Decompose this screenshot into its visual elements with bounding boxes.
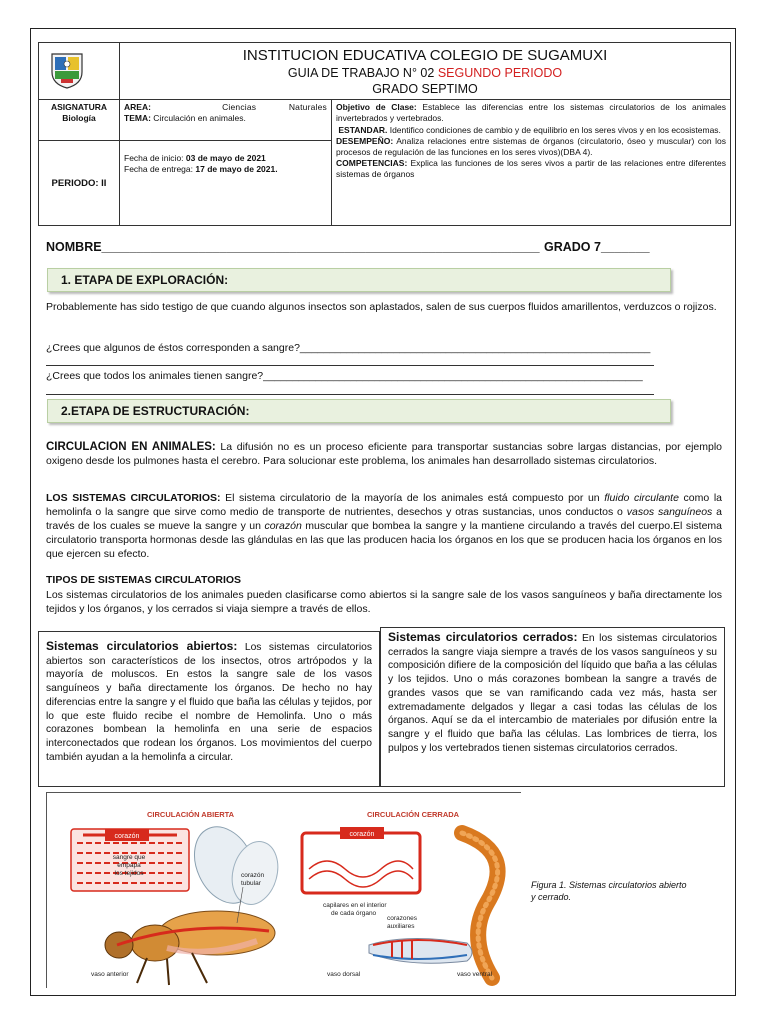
circulation-figure — [46, 792, 521, 988]
guide-period: SEGUNDO PERIODO — [437, 66, 563, 80]
desempeno-row — [336, 136, 726, 158]
estandar-label: ESTANDAR. — [338, 125, 388, 135]
capilares-2: de cada órgano — [331, 910, 377, 917]
asignatura-cell — [39, 100, 120, 141]
circulacion-heading: CIRCULACION EN ANIMALES: — [46, 441, 216, 453]
tubular-heart-2: tubular — [241, 880, 261, 887]
circulacion-paragraph — [46, 440, 722, 468]
guide-number: GUIA DE TRABAJO N° 02 — [287, 66, 435, 80]
header-table — [38, 42, 731, 226]
competencias-row — [336, 158, 726, 180]
fecha-entrega — [124, 164, 327, 175]
area-cell — [120, 100, 332, 141]
vasos-term: vasos sanguíneos — [626, 506, 713, 518]
grado-field[interactable]: GRADO 7_______ — [544, 240, 650, 254]
aux-hearts-1: corazones — [387, 915, 417, 922]
capilares-1: capilares en el interior — [323, 902, 387, 909]
circulacion-text: La difusión no es un proceso eficiente para transportar sustancias sobre largas distancias, por ejemplo oxigeno desde los pulmones hasta el cerebro. Para solucionar este problema, los animales han desarrollado sistemas circulatorios. — [46, 441, 722, 467]
sistemas-paragraph — [46, 491, 722, 561]
figure-caption: Figura 1. Sistemas circulatorios abierto y cerrado. — [531, 880, 687, 902]
corazon-term: corazón — [264, 520, 302, 532]
fluido-term: fluido circulante — [604, 492, 679, 504]
sistemas-text-c: a través de los cuales se mueve la sangre y un — [46, 506, 722, 532]
estandar-value: Identifico condiciones de cambio y de equilibrio en los seres vivos y en los ecosistemas. — [389, 125, 721, 135]
estandar-row — [336, 125, 726, 136]
open-blood-2: empapa — [117, 862, 141, 869]
section2-title: 2.ETAPA DE ESTRUCTURACIÓN: — [47, 399, 671, 423]
closed-heart-label: corazón — [349, 831, 375, 838]
desempeno-label: DESEMPEÑO: — [336, 136, 394, 146]
area-row — [124, 102, 327, 113]
nombre-field[interactable]: NOMBRE_______________________________________________________________ — [46, 240, 540, 254]
asignatura-value: Biología — [62, 113, 96, 123]
tipos-heading-text: TIPOS DE SISTEMAS CIRCULATORIOS — [46, 574, 242, 586]
section1-intro: Probablemente has sido testigo de que cuando algunos insectos son aplastados, salen de sus cuerpos fluidos amarillentos, verduzcos o rojizos. — [46, 301, 717, 313]
section1-title: 1. ETAPA DE EXPLORACIÓN: — [47, 268, 671, 292]
periodo: PERIODO: II — [51, 177, 107, 189]
objectives-cell — [332, 100, 731, 226]
objetivo-row — [336, 102, 726, 124]
tema-row — [124, 113, 327, 124]
question-2[interactable]: ¿Crees que todos los animales tienen sangre?_________________________________________________________________ — [46, 370, 643, 382]
vaso-dorsal-label: vaso dorsal — [327, 971, 361, 978]
area-value: Ciencias Naturales — [222, 102, 327, 112]
answer-line-1[interactable] — [46, 365, 654, 366]
open-systems-box — [38, 631, 380, 787]
school-crest-icon — [47, 50, 87, 90]
open-circulation-label: CIRCULACIÓN ABIERTA — [147, 810, 235, 819]
open-blood-1: sangre que — [112, 854, 146, 861]
open-systems-text: Los sistemas circulatorios abiertos son característicos de los insectos, otros artrópodos y la mayoría de moluscos. En estos la sangre sale de los vasos sanguíneos y baña directamente los órganos. De hecho no hay diferencias entre la sangre y el fluido que baña las células y tejidos, por lo que este fluido recibe el nombre de Hemolinfa. Uno o más corazones bombean la hemolinfa en una serie de espacios interconectados que rodean los órganos. Los movimientos del cuerpo también ayudan a la hemolinfa a circular. — [46, 642, 372, 763]
fecha-inicio — [124, 153, 327, 164]
asignatura-label: ASIGNATURA — [50, 102, 108, 112]
closed-systems-text: En los sistemas circulatorios cerrados la sangre viaja siempre a través de los vasos sanguíneos y su composición difiere de la composición del líquido que baña a las células y los tejidos. Uno o más corazones bombean la sangre a través de grandes vasos que se van ramificando cada vez más, hasta ser extremadamente delgados y llegar a casi todas las células de los órganos. Aquí se da el intercambio de materiales por difusión entre la sangre y el fluido que baña las células. Las lombrices de tierra, los pulpos y los vertebrados tienen sistemas circulatorios cerrados. — [388, 633, 717, 754]
answer-line-2[interactable] — [46, 394, 654, 395]
closed-circulation-label: CIRCULACIÓN CERRADA — [367, 810, 460, 819]
dates-cell — [120, 141, 332, 226]
area-label: AREA: — [124, 102, 151, 112]
sistemas-heading: LOS SISTEMAS CIRCULATORIOS: — [46, 492, 221, 504]
closed-systems-box — [380, 627, 725, 787]
closed-systems-title: Sistemas circulatorios cerrados: — [388, 630, 578, 644]
closed-circulation-schematic — [302, 833, 420, 893]
tubular-heart-1: corazón — [241, 872, 265, 879]
question-1[interactable]: ¿Crees que algunos de éstos corresponden a sangre?____________________________________________________________ — [46, 342, 651, 354]
circulation-diagram — [47, 793, 521, 988]
sistemas-text-b: como la hemolinfa o la sangre que sirve como medio de transporte de nutrientes, desechos y otras sustancias, unos conductos o — [46, 492, 722, 518]
tipos-text: Los sistemas circulatorios de los animales pueden clasificarse como abiertos si la sangre sale de los vasos sanguíneos y baña directamente los tejidos y los órganos, y los cerrados si viaja siempre a través de ellos. — [46, 589, 722, 615]
grade-title: GRADO SEPTIMO — [372, 82, 478, 96]
sistemas-text-a: El sistema circulatorio de la mayoría de los animales está compuesto por un — [220, 492, 605, 504]
fecha-inicio-value: 03 de mayo de 2021 — [185, 153, 266, 163]
logo-cell — [39, 43, 120, 100]
periodo-cell — [39, 141, 120, 226]
earthworm-illustration — [369, 833, 498, 978]
tema-label: TEMA: — [124, 113, 151, 123]
guide-title — [124, 65, 726, 81]
open-blood-3: los tejidos — [114, 870, 144, 877]
objetivo-value: Establece las diferencias entre los sistemas circulatorios de los animales invertebrados y vertebrados. — [336, 102, 726, 123]
open-systems-title: Sistemas circulatorios abiertos: — [46, 639, 238, 653]
fecha-inicio-label: Fecha de inicio: — [124, 153, 184, 163]
fecha-entrega-value: 17 de mayo de 2021. — [195, 164, 278, 174]
title-cell — [120, 43, 731, 100]
vaso-anterior-label: vaso anterior — [91, 971, 129, 978]
vaso-ventral-label: vaso ventral — [457, 971, 493, 978]
competencias-label: COMPETENCIAS: — [336, 158, 408, 168]
school-name: INSTITUCION EDUCATIVA COLEGIO DE SUGAMUXI — [242, 47, 608, 64]
sistemas-text-d: muscular que bombea la sangre y la mantiene circulando a través del cuerpo.El sistema circulatorio transporta hormonas desde las glándulas en las que las producen hacia los órganos en los que se producen hacia los órganos en los que ejercen su efecto. — [46, 520, 722, 560]
competencias-value: Explica las funciones de los seres vivos a partir de las relaciones entre diferentes sistemas de órganos — [336, 158, 726, 179]
open-heart-label: corazón — [114, 833, 140, 840]
tipos-heading — [46, 573, 722, 587]
tema-value: Circulación en animales. — [153, 113, 246, 123]
fecha-entrega-label: Fecha de entrega: — [124, 164, 193, 174]
desempeno-value: Analiza relaciones entre sistemas de órganos (circulatorio, óseo y muscular) con los procesos de regulación de las funciones en los seres vivos)(DBA 4). — [336, 136, 726, 157]
aux-hearts-2: auxiliares — [387, 923, 415, 930]
objetivo-label: Objetivo de Clase: — [336, 102, 417, 112]
